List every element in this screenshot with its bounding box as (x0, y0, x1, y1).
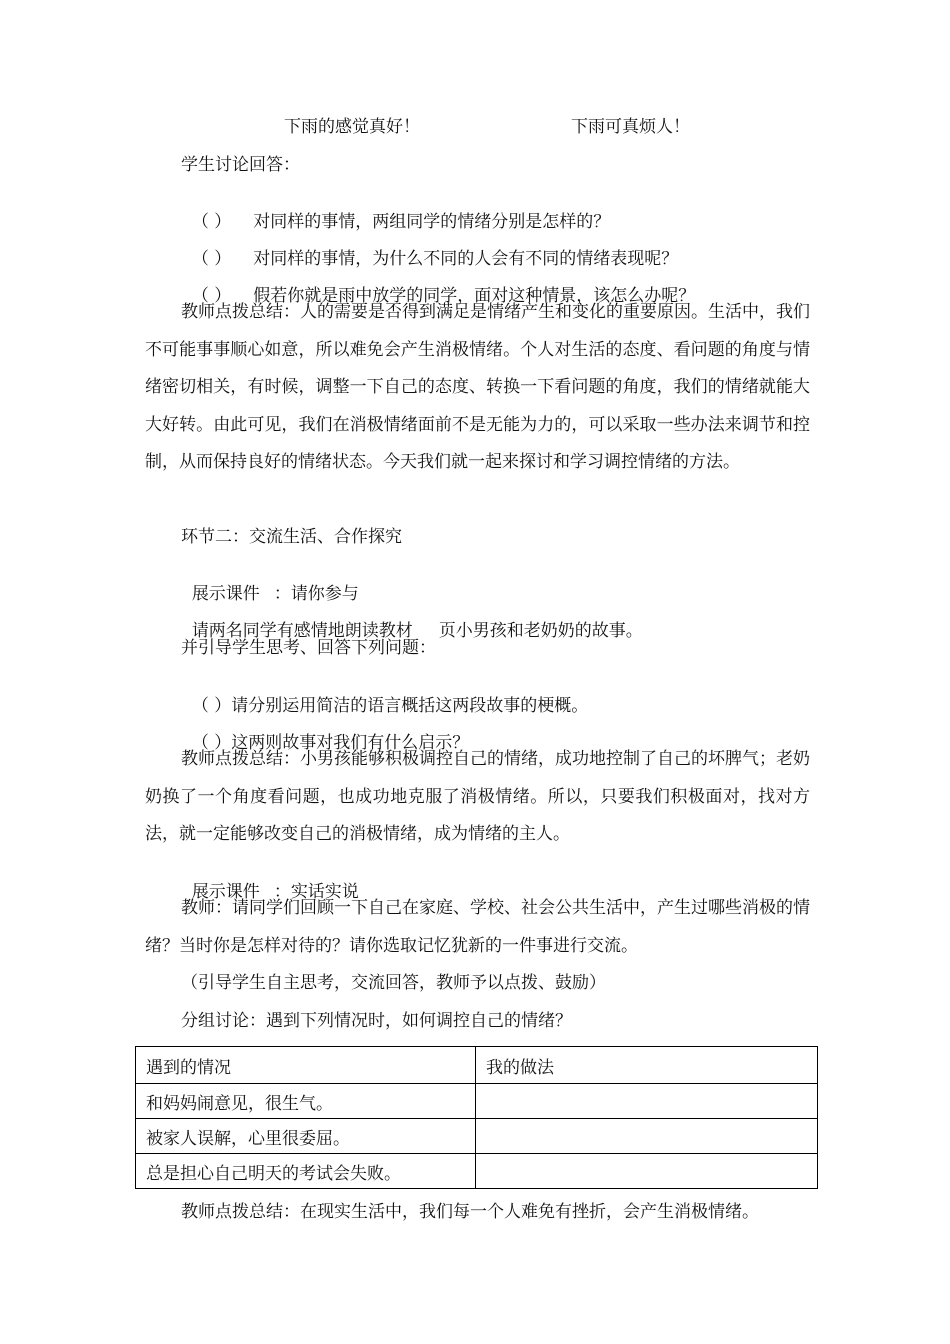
answer-cell[interactable] (476, 1084, 818, 1119)
group-discussion: 分组讨论：遇到下列情况时，如何调控自己的情绪？ (181, 1011, 572, 1031)
answer-cell[interactable] (476, 1154, 818, 1189)
guide-instruction: 并引导学生思考、回答下列问题： (181, 638, 436, 658)
question-1-1 (181, 192, 610, 232)
question-text: 这两则故事对我们有什么启示？ (231, 733, 470, 753)
question-text: 对同样的事情，为什么不同的人会有不同的情绪表现呢？ (253, 249, 679, 269)
courseware-sep: ： (273, 584, 291, 604)
teacher-summary-1: 教师点拨总结：人的需要是否得到满足是情绪产生和变化的重要原因。生活中，我们不可能事事顺心如意，所以难免会产生消极情绪。个人对生活的态度、看问题的角度与情绪密切相关，有时候，调整一下自己的态度、转换一下看问题的角度，我们的情绪就能大大好转。由此可见，我们在消极情绪面前不是无能为力的，可以采取一些办法来调节和控制，从而保持良好的情绪状态。今天我们就一起来探讨和学习调控情绪的方法。 (145, 302, 810, 473)
table-row (136, 1084, 818, 1119)
answer-cell[interactable] (476, 1119, 818, 1154)
situation-cell: 和妈妈闹意见，很生气。 (136, 1084, 476, 1119)
courseware-label: 展示课件 (191, 584, 260, 604)
courseware-sep: ： (273, 882, 291, 902)
reading-instruction (181, 601, 643, 641)
reading-after: 页小男孩和老奶奶的故事。 (438, 621, 643, 641)
guide-note: （引导学生自主思考，交流回答，教师予以点拨、鼓励） (181, 973, 606, 993)
question-text: 假若你就是雨中放学的同学，面对这种情景，该怎么办呢？ (253, 286, 696, 306)
question-mark: （ ） (191, 696, 232, 716)
table-row (136, 1154, 818, 1189)
question-text: 请分别运用简洁的语言概括这两段故事的梗概。 (231, 696, 589, 716)
table-header-cell: 遇到的情况 (136, 1047, 476, 1084)
question-text: 对同样的事情，两组同学的情绪分别是怎样的？ (253, 212, 611, 232)
question-mark: （ ） (191, 733, 232, 753)
question-mark: （ ） (191, 212, 232, 232)
courseware-title: 实话实说 (290, 882, 359, 902)
rain-phrase-left: 下雨的感觉真好！ (284, 117, 420, 137)
students-discuss-label: 学生讨论回答： (181, 155, 300, 175)
table-row (136, 1119, 818, 1154)
question-mark: （ ） (191, 286, 232, 306)
rain-phrase-right: 下雨可真烦人！ (571, 117, 690, 137)
situations-table (135, 1046, 818, 1189)
courseware-1 (181, 564, 359, 604)
teacher-summary-2: 教师点拨总结：小男孩能够积极调控自己的情绪，成功地控制了自己的坏脾气；老奶奶换了一个角度看问题，也成功地克服了消极情绪。所以，只要我们积极面对，找对方法，就一定能够改变自己的消极情绪，成为情绪的主人。 (145, 749, 810, 845)
situation-cell: 总是担心自己明天的考试会失败。 (136, 1154, 476, 1189)
table-header-row (136, 1047, 818, 1084)
question-mark: （ ） (191, 249, 232, 269)
teacher-prompt: 教师：请同学们回顾一下自己在家庭、学校、社会公共生活中，产生过哪些消极的情绪？当时你是怎样对待的？请你选取记忆犹新的一件事进行交流。 (145, 898, 810, 956)
teacher-summary-3: 教师点拨总结：在现实生活中，我们每一个人难免有挫折，会产生消极情绪。 (181, 1202, 759, 1222)
reading-before: 请两名同学有感情地朗读教材 (191, 621, 413, 641)
question-1-2 (181, 229, 678, 269)
question-2-1 (181, 676, 588, 716)
courseware-label: 展示课件 (191, 882, 260, 902)
situation-cell: 被家人误解，心里很委屈。 (136, 1119, 476, 1154)
table-header-cell: 我的做法 (476, 1047, 818, 1084)
courseware-title: 请你参与 (290, 584, 359, 604)
section-2-heading: 环节二：交流生活、合作探究 (181, 527, 402, 547)
